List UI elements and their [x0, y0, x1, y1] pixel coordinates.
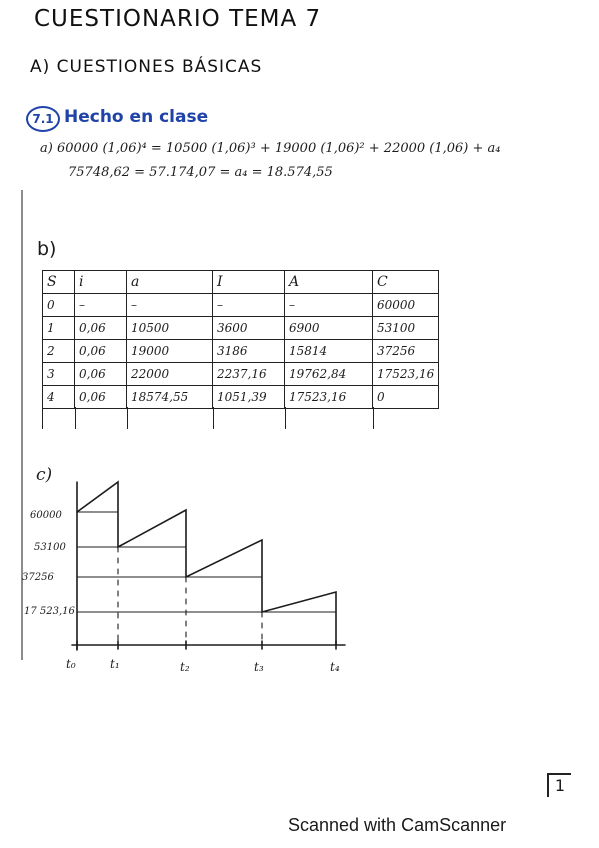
x-label-t3: t₃ — [254, 660, 264, 674]
exercise-badge: 7.1 — [26, 106, 60, 132]
table-cell: 3600 — [213, 317, 285, 340]
table-cell: 0 — [373, 386, 439, 409]
table-cell: 19000 — [127, 340, 213, 363]
table-cell: 60000 — [373, 294, 439, 317]
table-cell: 0,06 — [75, 317, 127, 340]
exercise-heading: Hecho en clase — [64, 107, 209, 127]
table-cell: 17523,16 — [373, 363, 439, 386]
scanner-footer: Scanned with CamScanner — [288, 815, 507, 835]
table-cell: 3 — [43, 363, 75, 386]
table-cell: 0,06 — [75, 363, 127, 386]
table-cell: 2237,16 — [213, 363, 285, 386]
table-cell: 17523,16 — [285, 386, 373, 409]
table-cell: 0,06 — [75, 386, 127, 409]
table-cell: – — [127, 294, 213, 317]
table-cell: 18574,55 — [127, 386, 213, 409]
table-cell: 22000 — [127, 363, 213, 386]
table-cell: 1 — [43, 317, 75, 340]
table-header: i — [75, 271, 127, 294]
y-label-53100: 53100 — [34, 542, 66, 553]
table-cell: – — [213, 294, 285, 317]
table-cell: 0,06 — [75, 340, 127, 363]
table-cell: 4 — [43, 386, 75, 409]
table-cell: 37256 — [373, 340, 439, 363]
page-number: 1 — [547, 773, 571, 797]
y-label-60000: 60000 — [30, 510, 62, 521]
table-cell: 2 — [43, 340, 75, 363]
y-label-37256: 37256 — [22, 572, 54, 583]
table-cell: 1051,39 — [213, 386, 285, 409]
table-cell: 19762,84 — [285, 363, 373, 386]
section-a-heading: A) CUESTIONES BÁSICAS — [30, 57, 263, 77]
x-label-t1: t₁ — [110, 657, 120, 671]
part-c-label: c) — [36, 465, 53, 485]
table-header: a — [127, 271, 213, 294]
table-cell: 3186 — [213, 340, 285, 363]
equation-line-2: 75748,62 = 57.174,07 = a₄ = 18.574,55 — [68, 165, 333, 180]
y-label-17523: 17 523,16 — [24, 606, 75, 617]
table-cell: 10500 — [127, 317, 213, 340]
part-b-label: b) — [37, 238, 57, 260]
x-label-t2: t₂ — [180, 660, 190, 674]
page-title: CUESTIONARIO TEMA 7 — [34, 6, 322, 32]
table-cell: 53100 — [373, 317, 439, 340]
table-header: A — [285, 271, 373, 294]
capital-line — [77, 482, 336, 645]
x-label-t4: t₄ — [330, 660, 340, 674]
table-header: I — [213, 271, 285, 294]
equation-text-1: 60000 (1,06)⁴ = 10500 (1,06)³ + 19000 (1,06)² + 22000 (1,06) + a₄ — [56, 141, 501, 156]
table-cell: 15814 — [285, 340, 373, 363]
table-cell: – — [285, 294, 373, 317]
table-header: S — [43, 271, 75, 294]
part-a-label: a) — [40, 141, 53, 156]
x-label-t0: t₀ — [66, 657, 76, 671]
table-cell: 0 — [43, 294, 75, 317]
table-header: C — [373, 271, 439, 294]
table-cell: – — [75, 294, 127, 317]
table-cell: 6900 — [285, 317, 373, 340]
